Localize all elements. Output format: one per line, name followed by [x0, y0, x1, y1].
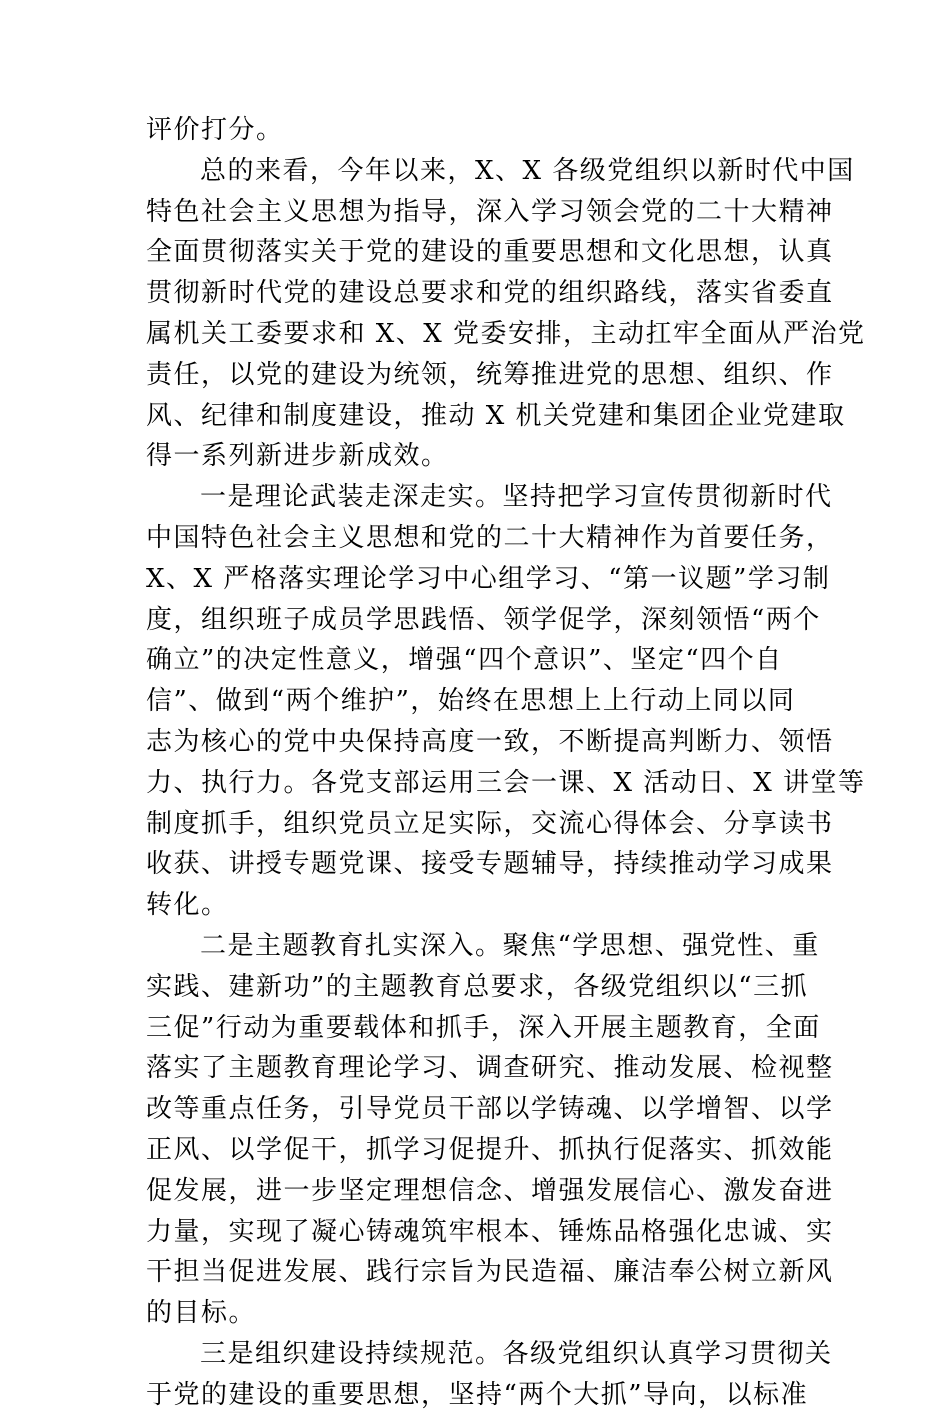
- text-line: 确立”的决定性意义，增强“四个意识”、坚定“四个自: [146, 645, 783, 676]
- paragraph-2: [146, 151, 866, 477]
- text-line: 收获、讲授专题党课、接受专题辅导，持续推动学习成果: [146, 849, 834, 880]
- text-line: 三是组织建设持续规范。各级党组织认真学习贯彻关: [200, 1338, 833, 1369]
- paragraph-4: [146, 926, 834, 1334]
- paragraph-5: [146, 1334, 833, 1416]
- text-line: 总的来看，今年以来，X、X 各级党组织以新时代中国: [200, 155, 855, 186]
- text-line: 全面贯彻落实关于党的建设的重要思想和文化思想，认真: [146, 237, 834, 268]
- text-line: 风、纪律和制度建设，推动 X 机关党建和集团企业党建取: [146, 400, 846, 431]
- text-line: 得一系列新进步新成效。: [146, 441, 449, 472]
- text-line: 干担当促进发展、践行宗旨为民造福、廉洁奉公树立新风: [146, 1257, 834, 1288]
- text-line: 转化。: [146, 890, 229, 921]
- text-line: 于党的建设的重要思想，坚持“两个大抓”导向，以标准: [146, 1379, 809, 1410]
- text-line: 特色社会主义思想为指导，深入学习领会党的二十大精神: [146, 196, 834, 227]
- text-line: 一是理论武装走深走实。坚持把学习宣传贯彻新时代: [200, 482, 833, 513]
- text-line: 属机关工委要求和 X、X 党委安排，主动扛牢全面从严治党: [146, 318, 866, 349]
- text-line: 实践、建新功”的主题教育总要求，各级党组织以“三抓: [146, 971, 809, 1002]
- paragraph-1: [146, 110, 806, 151]
- text-line: 改等重点任务，引导党员干部以学铸魂、以学增智、以学: [146, 1094, 834, 1125]
- text-line: 度，组织班子成员学思践悟、领学促学，深刻领悟“两个: [146, 604, 821, 635]
- text-line: 志为核心的党中央保持高度一致，不断提高判断力、领悟: [146, 726, 834, 757]
- text-line: 评价打分。: [146, 115, 284, 145]
- text-line: 责任，以党的建设为统领，统筹推进党的思想、组织、作: [146, 359, 834, 390]
- text-line: 的目标。: [146, 1298, 257, 1329]
- document-body: [146, 110, 866, 1416]
- text-line: 中国特色社会主义思想和党的二十大精神作为首要任务，: [146, 522, 834, 553]
- text-line: 信”、做到“两个维护”，始终在思想上上行动上同以同: [146, 686, 796, 717]
- text-line: 贯彻新时代党的建设总要求和党的组织路线，落实省委直: [146, 278, 834, 309]
- text-line: 制度抓手，组织党员立足实际，交流心得体会、分享读书: [146, 808, 834, 839]
- text-line: 落实了主题教育理论学习、调查研究、推动发展、检视整: [146, 1053, 834, 1084]
- paragraph-3: [146, 477, 866, 926]
- text-line: 二是主题教育扎实深入。聚焦“学思想、强党性、重: [200, 930, 820, 961]
- text-line: 力量，实现了凝心铸魂筑牢根本、锤炼品格强化忠诚、实: [146, 1216, 834, 1247]
- text-line: X、X 严格落实理论学习中心组学习、“第一议题”学习制: [146, 563, 831, 594]
- text-line: 三促”行动为重要载体和抓手，深入开展主题教育，全面: [146, 1012, 821, 1043]
- text-line: 力、执行力。各党支部运用三会一课、X 活动日、X 讲堂等: [146, 767, 866, 798]
- text-line: 促发展，进一步坚定理想信念、增强发展信心、激发奋进: [146, 1175, 834, 1206]
- text-line: 正风、以学促干，抓学习促提升、抓执行促落实、抓效能: [146, 1134, 834, 1165]
